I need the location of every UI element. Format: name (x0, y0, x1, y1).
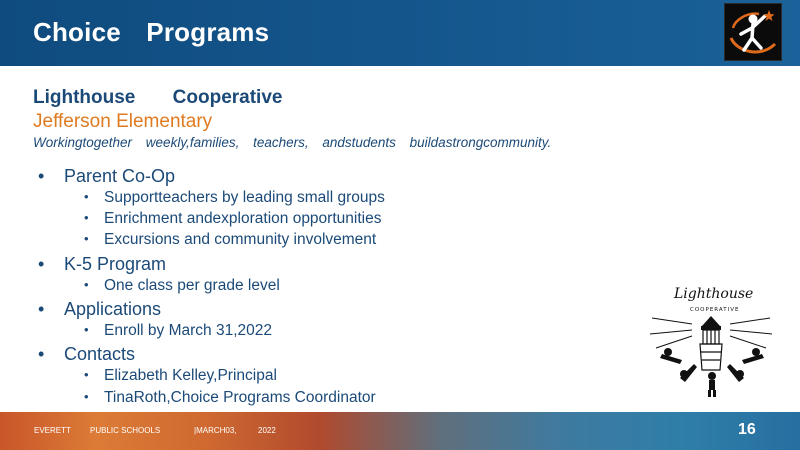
logo-cooperative-word: COOPERATIVE (690, 307, 740, 313)
sub-bullet-text: Enrichment andexploration opportunities (104, 210, 382, 227)
sub-bullet-text: One class per grade level (104, 277, 280, 294)
bullet-dot: • (84, 231, 89, 246)
bullet-dot: • (38, 299, 45, 319)
bullet-dot: • (84, 367, 89, 382)
slide-title: Choice Programs (33, 17, 270, 47)
school-name: Jefferson Elementary (33, 111, 213, 132)
footer-date: |MARCH03, (194, 426, 237, 435)
sub-bullet-text: Excursions and community involvement (104, 231, 377, 248)
title-bar (0, 0, 800, 66)
bullet-dot: • (84, 189, 89, 204)
bullet-dot: • (38, 254, 45, 274)
sub-bullet-text: Supportteachers by leading small groups (104, 189, 385, 206)
sub-bullet-text: Enroll by March 31,2022 (104, 322, 273, 339)
bullet-label: Contacts (64, 344, 136, 364)
bullet-dot: • (84, 389, 89, 404)
bullet-dot: • (38, 344, 45, 364)
bullet-label: Parent Co-Op (64, 166, 176, 186)
bullet-dot: • (84, 277, 89, 292)
everett-schools-logo-icon (724, 3, 782, 61)
footer-bar (0, 412, 800, 450)
bullet-label: K-5 Program (64, 254, 167, 274)
bullet-dot: • (38, 166, 45, 186)
sub-bullet-text: TinaRoth,Choice Programs Coordinator (104, 389, 376, 406)
logo-lighthouse-word: Lighthouse (674, 286, 754, 302)
tagline: Workingtogether weekly,families, teachers, andstudents buildastrongcommunity. (33, 135, 552, 150)
bullet-dot: • (84, 322, 89, 337)
footer-dept: PUBLIC SCHOOLS (90, 426, 161, 435)
program-name: Lighthouse Cooperative (33, 87, 283, 108)
footer-district: EVERETT (34, 426, 71, 435)
bullet-label: Applications (64, 299, 162, 319)
footer-year: 2022 (258, 426, 276, 435)
sub-bullet-text: Elizabeth Kelley,Principal (104, 367, 277, 384)
lighthouse-cooperative-logo-icon (648, 282, 776, 402)
bullet-dot: • (84, 210, 89, 225)
page-number: 16 (738, 421, 756, 438)
